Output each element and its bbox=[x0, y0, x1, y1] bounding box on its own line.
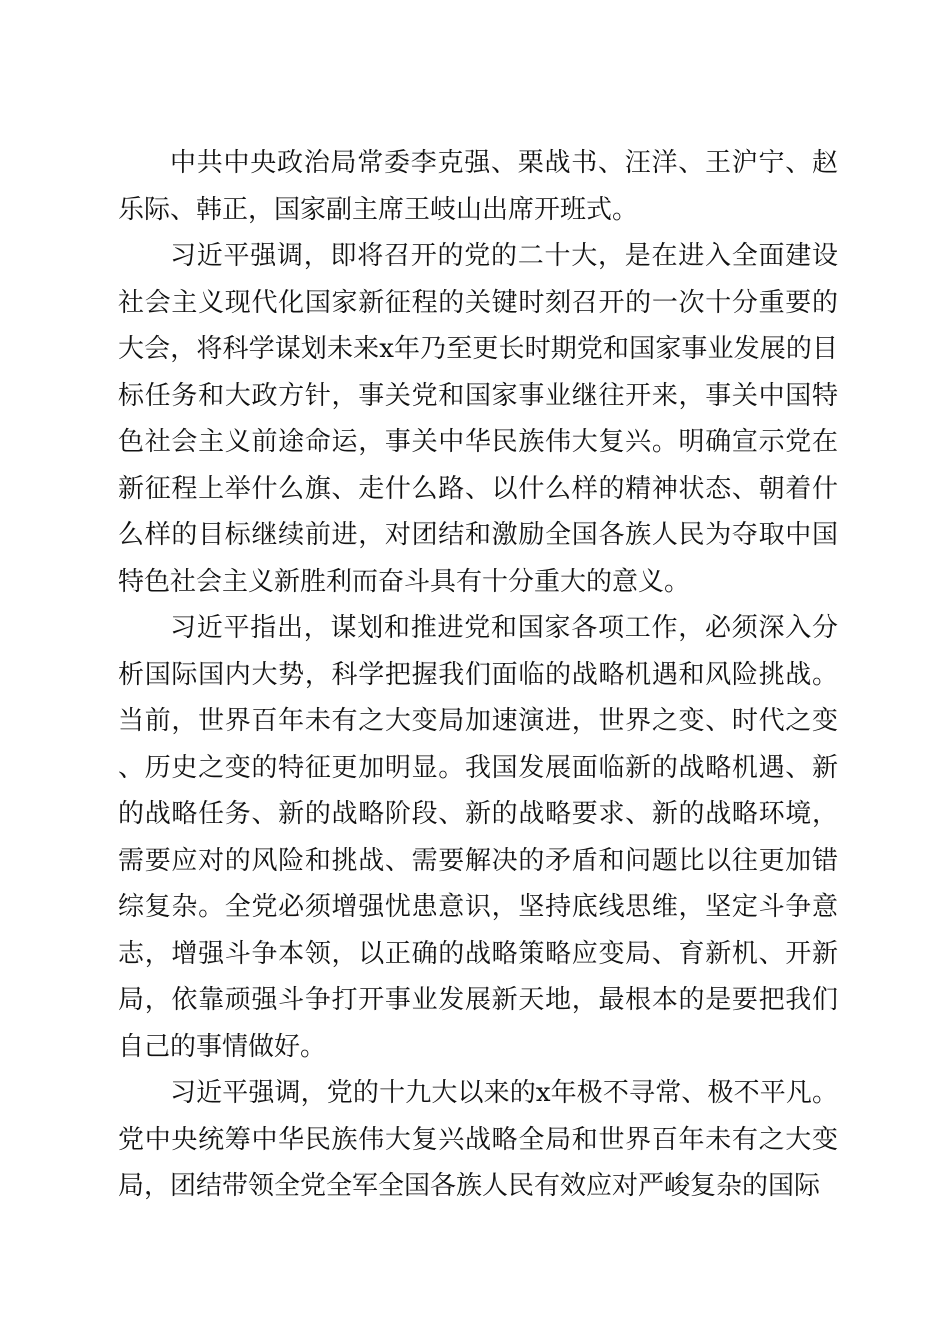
paragraph-1: 中共中央政治局常委李克强、栗战书、汪洋、王沪宁、赵乐际、韩正，国家副主席王岐山出席开班式。 bbox=[118, 148, 838, 225]
paragraph-2: 习近平强调，即将召开的党的二十大，是在进入全面建设社会主义现代化国家新征程的关键时刻召开的一次十分重要的大会，将科学谋划未来x年乃至更长时期党和国家事业发展的目标任务和大政方针，事关党和国家事业继往开来，事关中国特色社会主义前途命运，事关中华民族伟大复兴。明确宣示党在新征程上举什么旗、走什么路、以什么样的精神状态、朝着什么样的目标继续前进，对团结和激励全国各族人民为夺取中国特色社会主义新胜利而奋斗具有十分重大的意义。 bbox=[118, 241, 838, 597]
document-body bbox=[118, 140, 838, 1210]
paragraph-3: 习近平指出，谋划和推进党和国家各项工作，必须深入分析国际国内大势，科学把握我们面临的战略机遇和风险挑战。当前，世界百年未有之大变局加速演进，世界之变、时代之变、历史之变的特征更加明显。我国发展面临新的战略机遇、新的战略任务、新的战略阶段、新的战略要求、新的战略环境，需要应对的风险和挑战、需要解决的矛盾和问题比以往更加错综复杂。全党必须增强忧患意识，坚持底线思维，坚定斗争意志，增强斗争本领，以正确的战略策略应变局、育新机、开新局，依靠顽强斗争打开事业发展新天地，最根本的是要把我们自己的事情做好。 bbox=[118, 613, 838, 1062]
paragraph-4: 习近平强调，党的十九大以来的x年极不寻常、极不平凡。党中央统筹中华民族伟大复兴战略全局和世界百年未有之大变局，团结带领全党全军全国各族人民有效应对严峻复杂的国际 bbox=[118, 1078, 838, 1201]
